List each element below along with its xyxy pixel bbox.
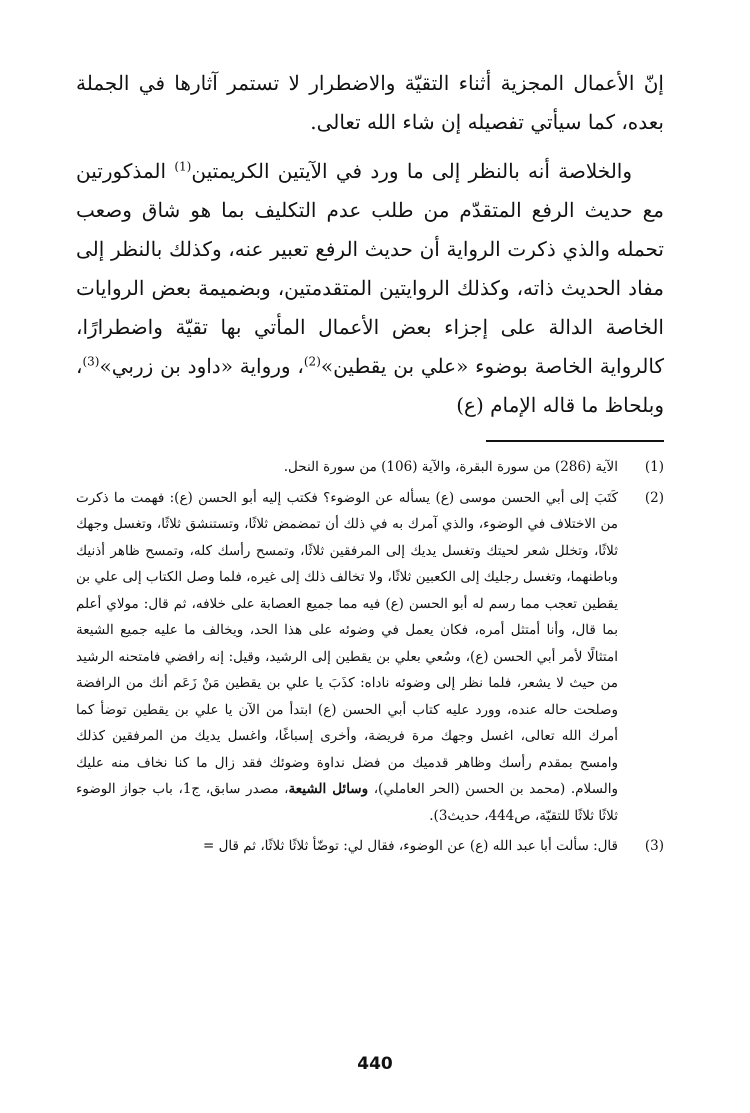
footnote-text-citation: ، مصدر سابق، ج1، باب جواز الوضوء ثلاثًا ثلاثًا للتقيّة، ص444، حديث3). <box>76 781 618 824</box>
footnotes <box>76 454 664 864</box>
footnote-separator <box>486 440 664 442</box>
footnote-text <box>76 485 618 830</box>
page-number: 440 <box>357 1054 393 1074</box>
footnote-ref-3: (3) <box>82 354 100 369</box>
paragraph-2-part-2: المذكورتين مع حديث الرفع المتقدّم من طلب عدم التكليف بما هو شاق وصعب تحمله والذي ذكرت الرواية أن حديث الرفع تعبير عنه، وكذلك بالنظر إلى مفاد الحديث ذاته، وكذلك الروايتين المتقدمتين، وبضميمة بعض الروايات الخاصة الدالة على إجزاء بعض الأعمال المأتي بها تقيّة واضطرارًا، كالرواية الخاصة بوضوء «علي بن يقطين» <box>76 159 664 378</box>
footnote-1 <box>76 454 664 481</box>
footnote-ref-2: (2) <box>303 354 321 369</box>
paragraph-2-part-1: والخلاصة أنه بالنظر إلى ما ورد في الآيتين الكريمتين <box>191 159 633 183</box>
footnote-3 <box>76 833 664 860</box>
footnote-ref-1: (1) <box>174 159 192 174</box>
paragraph-2-part-3: ، ورواية «داود بن زربي» <box>99 354 304 378</box>
footnote-2 <box>76 485 664 830</box>
main-text <box>76 64 664 425</box>
footnote-text-body: كَتَبَ إلى أبي الحسن موسى (ع) يسأله عن الوضوء؟ فكتب إليه أبو الحسن (ع): فهمت ما ذكرت من الاختلاف في الوضوء، والذي آمرك به في ذلك أن تمضمض ثلاثًا، وتستنشق ثلاثًا، وتغسل وجهك ثلاثًا، وتخلل شعر لحيتك وتغسل يديك إلى المرفقين ثلاثًا، وتمسح رأسك كله، وتمسح ظاهر أذنيك وباطنهما، وتغسل رجليك إلى الكعبين ثلاثًا، ولا تخالف ذلك إلى غيره، فلما وصل الكتاب إلى علي بن يقطين تعجب مما رسم له أبو الحسن (ع) فيه مما جميع العصابة على خلافه، ثم قال: مولاي أعلم بما قال، وأنا أمتثل أمره، فكان يعمل في وضوئه على هذا الحد، ويخالف ما عليه جميع الشيعة امتثالًا لأمر أبي الحسن (ع)، وسُعي بعلي بن يقطين إلى الرشيد، وقيل: إنه رافضي فامتحنه الرشيد من حيث لا يشعر، فلما نظر إلى وضوئه ناداه: كذَبَ يا علي بن يقطين مَنْ زَعَم أنك من الرافضة وصلحت حاله عنده، وورد عليه كتاب أبي الحسن (ع) ابتدأ من الآن يا علي بن يقطين توضأ كما أمرك الله تعالى، اغسل وجهك مرة فريضة، وأخرى إسباغًا، واغسل يديك من المرفقين كذلك وامسح بمقدم رأسك وظاهر قدميك من فضل نداوة وضوئك فقد زال ما كنا نخاف منه عليك والسلام. (محمد بن الحسن (الحر العاملي)، <box>76 489 619 797</box>
footnote-number: (1) <box>644 459 664 475</box>
book-title: وسائل الشيعة <box>288 781 369 797</box>
footnote-text: الآية (286) من سورة البقرة، والآية (106) من سورة النحل. <box>283 459 618 475</box>
footnote-text: قال: سألت أبا عبد الله (ع) عن الوضوء، فقال لي: توضّأ ثلاثًا ثلاثًا، ثم قال = <box>203 838 618 854</box>
paragraph-2 <box>76 152 664 425</box>
paragraph-2-part-4: ، وبلحاظ ما قاله الإمام (ع) <box>76 354 664 417</box>
footnote-number: (3) <box>644 838 664 854</box>
footnote-number: (2) <box>644 489 664 506</box>
paragraph-1: إنّ الأعمال المجزية أثناء التقيّة والاضطرار لا تستمر آثارها في الجملة بعده، كما سيأتي تفصيله إن شاء الله تعالى. <box>76 71 664 134</box>
